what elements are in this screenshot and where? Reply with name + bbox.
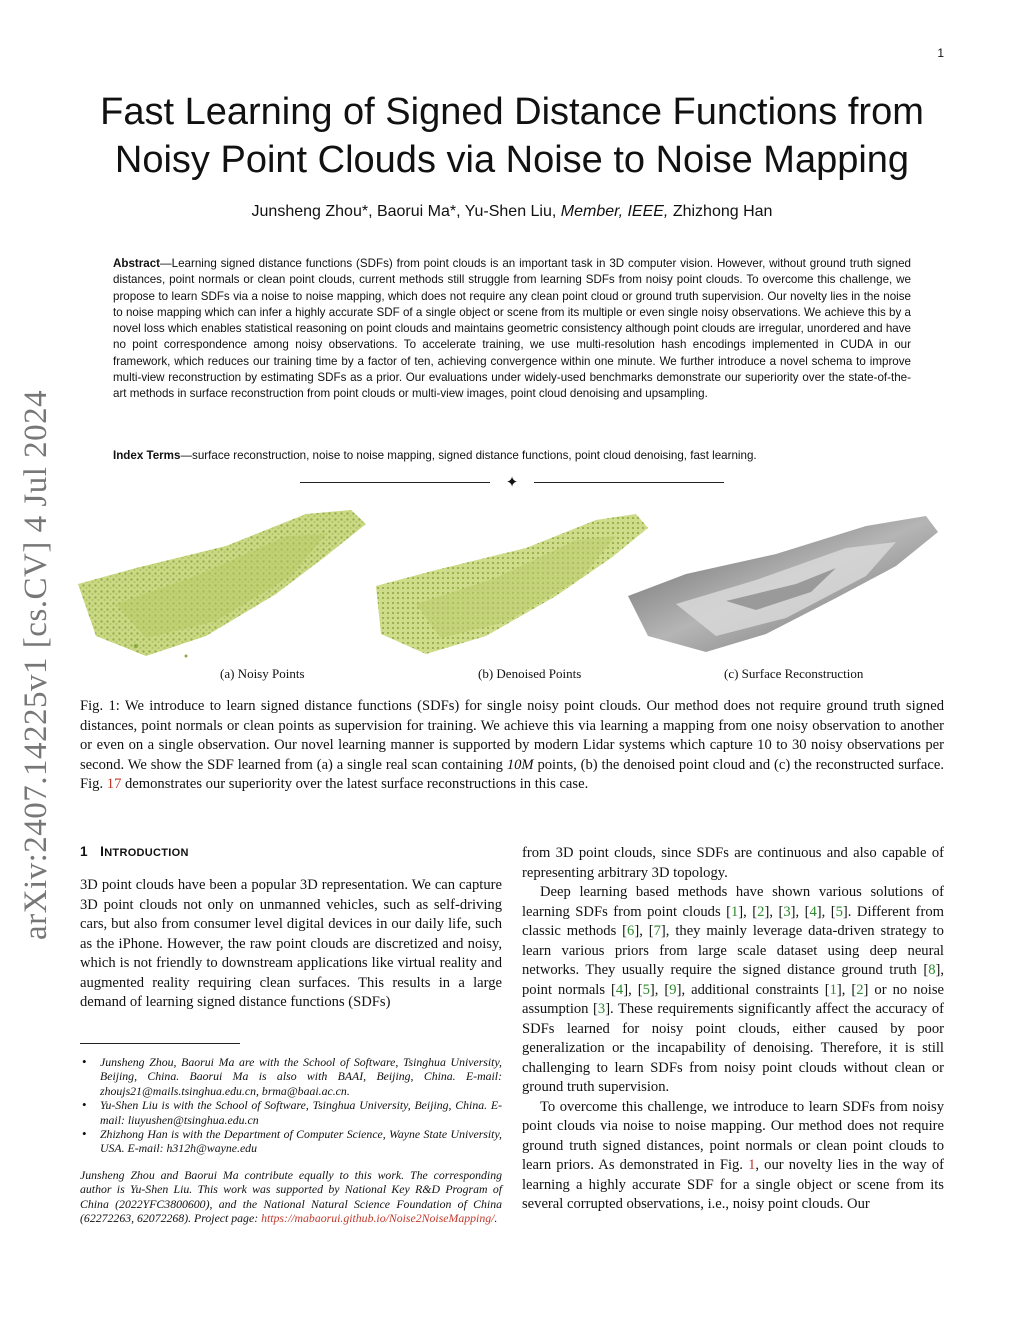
section-title-initial: I [100,844,105,859]
section-divider [300,473,724,493]
citation-link[interactable]: 8 [928,962,936,978]
index-terms-label: Index Terms [113,449,181,462]
figure-label-b: (b) Denoised Points [478,666,582,681]
caption-figure-ref[interactable]: 17 [106,776,122,793]
figure-label-c: (c) Surface Reconstruction [724,666,864,681]
text: ], [ [738,903,758,920]
citation-link[interactable]: 5 [835,903,843,920]
figure-label-a: (a) Noisy Points [220,666,305,681]
section-heading-introduction [80,844,502,868]
arxiv-stamp: arXiv:2407.14225v1 [cs.CV] 4 Jul 2024 [18,389,54,940]
citation-link[interactable]: 7 [653,923,661,939]
citation-link[interactable]: 9 [669,981,677,998]
text: ]. These requirements significantly affect the accuracy of SDFs learned for noisy point clouds, either caused by poor generalization or the incapability of denoising. Therefore, it is still challenging to learn SDFs from noisy point clouds without clean or ground truth supervision. [522,1001,944,1095]
text: ], [ [816,903,836,920]
affiliation-item: • Yu-Shen Liu is with the School of Software, Tsinghua University, Beijing, China. E-mail: liuyushen@tsinghua.edu.cn [100,1098,502,1127]
funding-note-text: Junsheng Zhou and Baorui Ma contribute equally to this work. The corresponding author is Yu-Shen Liu. This work was supported by National Key R&D Program of China (2022YFC3800600), and the National Natural Science Foundation of China (62272263, 62072268). Project page: [80,1167,502,1226]
author-last: Zhizhong Han [672,203,773,220]
text: ], [ [836,981,857,998]
citation-link[interactable]: 1 [829,981,837,998]
text: ] or no noise assumption [ [522,981,944,1017]
text: ], [ [764,903,784,920]
text: ]. Different from classic methods [ [522,903,944,939]
intro-paragraph-continued: from 3D point clouds, since SDFs are continuous and also capable of representing arbitrary 3D topology. [522,845,944,881]
section-number: 1 [80,844,88,859]
text: ], point normals [ [522,962,944,998]
citation-link[interactable]: 3 [597,1001,606,1017]
section-title-rest: NTRODUCTION [104,847,189,859]
affiliation-list [80,1055,502,1156]
figure-1-image [76,506,948,666]
funding-note-end: . [494,1211,498,1226]
citation-link[interactable]: 3 [783,903,791,920]
divider-ornament-icon: ✦ [505,475,519,491]
caption-math: 10M [506,756,534,773]
noisy-points-panel [78,510,366,658]
abstract-text: —Learning signed distance functions (SDFs) from point clouds is an important task in 3D computer vision. However, without ground truth signed distances, point normals or clean point clouds, current methods still struggle from learning SDFs from noisy point clouds. To overcome this challenge, we propose to learn SDFs via a noise to noise mapping, which does not require any clean point cloud or ground truth supervision. Our novelty lies in the noise to noise mapping which can infer a highly accurate SDF of a single object or scene from its multiple or even single noisy observations. We achieve this by a novel loss which enables statistical reasoning on point clouds and maintains geometric consistency although point clouds are irregular, unordered and have no point correspondence among noisy observations. To accelerate training, we use multi-resolution hash encodings implemented in CUDA in our framework, which reduces our training time by a factor of ten, achieving convergence within one minute. We further introduce a novel schema to improve multi-view reconstruction by estimating SDFs as a prior. Our evaluations under widely-used benchmarks demonstrate our superiority over the state-of-the-art methods in surface reconstruction from point clouds or multi-view images, point cloud denoising and upsampling. [113,257,911,401]
intro-paragraph-2 [522,883,944,1098]
citation-link[interactable]: 5 [642,981,650,998]
funding-note [80,1168,502,1226]
citation-link[interactable]: 2 [856,981,864,998]
caption-text-2: points, (b) the denoised point cloud and (c) the reconstructed surface. Fig. [80,756,944,793]
abstract-label: Abstract [113,257,161,270]
title-line-1: Fast Learning of Signed Distance Functions from [100,91,924,133]
citation-link[interactable]: 4 [615,981,624,998]
citation-link[interactable]: 4 [809,903,817,920]
citation-link[interactable]: 1 [731,903,739,920]
text: ], [ [790,903,810,920]
divider-line-right [534,482,724,483]
paper-title [60,88,964,184]
surface-reconstruction-panel [628,516,938,652]
text: ], [ [649,981,670,998]
left-column [80,844,502,1013]
right-column [522,844,944,1215]
page-number: 1 [937,46,944,60]
author-role: Member, IEEE, [560,203,669,220]
intro-paragraph-1: 3D point clouds have been a popular 3D representation. We can capture 3D point clouds not only on unmanned vehicles, such as self-driving cars, but also from consumer level digital devices in our daily life, such as the iPhone. However, the raw point clouds are discretized and noisy, which is not friendly to downstream applications like virtual reality and augmented reality requiring clean surfaces. This results in a large demand of learning signed distance functions (SDFs) [80,877,502,1010]
title-line-2: Noisy Point Clouds via Noise to Noise Mapping [114,139,910,181]
text: Deep learning based methods have shown various solutions of learning SDFs from point clouds [ [522,884,944,920]
footnote-rule [80,1043,240,1044]
citation-link[interactable]: 6 [627,923,635,939]
text: , our novelty lies in the way of learning a highly accurate SDF for a single object or scene from its several corrupted observations, i.e., noisy point clouds. Our [522,1157,944,1212]
abstract [113,256,911,403]
author-list [60,203,964,221]
footnotes [80,1055,502,1225]
text: ], they mainly leverage data-driven strategy to learn various priors from large scale dataset using deep neural networks. They usually require the signed distance ground truth [ [522,923,944,978]
text: ], additional constraints [ [676,981,830,998]
divider-line-left [300,482,490,483]
index-terms-text: —surface reconstruction, noise to noise mapping, signed distance functions, point cloud denoising, fast learning. [180,449,757,462]
affiliation-item: • Zhizhong Han is with the Department of Computer Science, Wayne State University, USA. E-mail: h312h@wayne.edu [100,1127,502,1156]
text: To overcome this challenge, we introduce to learn SDFs from noisy point clouds via noise to noise mapping. Our method does not require ground truth signed distances, point normals or clean point clouds to learn priors. As demonstrated in Fig. [522,1098,944,1173]
caption-text-3: demonstrates our superiority over the latest surface reconstructions in this case. [121,776,589,793]
figure-ref-link[interactable]: 1 [748,1157,756,1173]
text: ], [ [634,923,654,939]
caption-text-1: Fig. 1: We introduce to learn signed distance functions (SDFs) for single noisy point clouds. Our method does not require ground truth signed distances, point normals or clean points as supervision for training. We achieve this via learning a mapping from one noisy observation to another or even on a single observation. Our novel learning manner is supported by modern Lidar systems which capture 10 to 30 noisy observations per second. We show the SDF learned from (a) a single real scan containing [80,698,944,773]
affiliation-item: • Junsheng Zhou, Baorui Ma are with the School of Software, Tsinghua University, Beijing, China. Baorui Ma is also with BAAI, Beijing, China. E-mail: zhoujs21@mails.tsinghua.edu.cn, brma@baai.ac.cn. [100,1055,502,1098]
citation-link[interactable]: 2 [757,903,765,920]
author-names: Junsheng Zhou*, Baorui Ma*, Yu-Shen Liu, [251,203,557,220]
index-terms [113,448,911,464]
figure-1 [76,506,948,686]
intro-paragraph-3 [522,1098,944,1215]
project-page-link[interactable]: https://mabaorui.github.io/Noise2NoiseMapping/ [261,1211,495,1226]
figure-caption [80,697,944,795]
text: ], [ [623,981,643,998]
denoised-points-panel [376,514,648,654]
